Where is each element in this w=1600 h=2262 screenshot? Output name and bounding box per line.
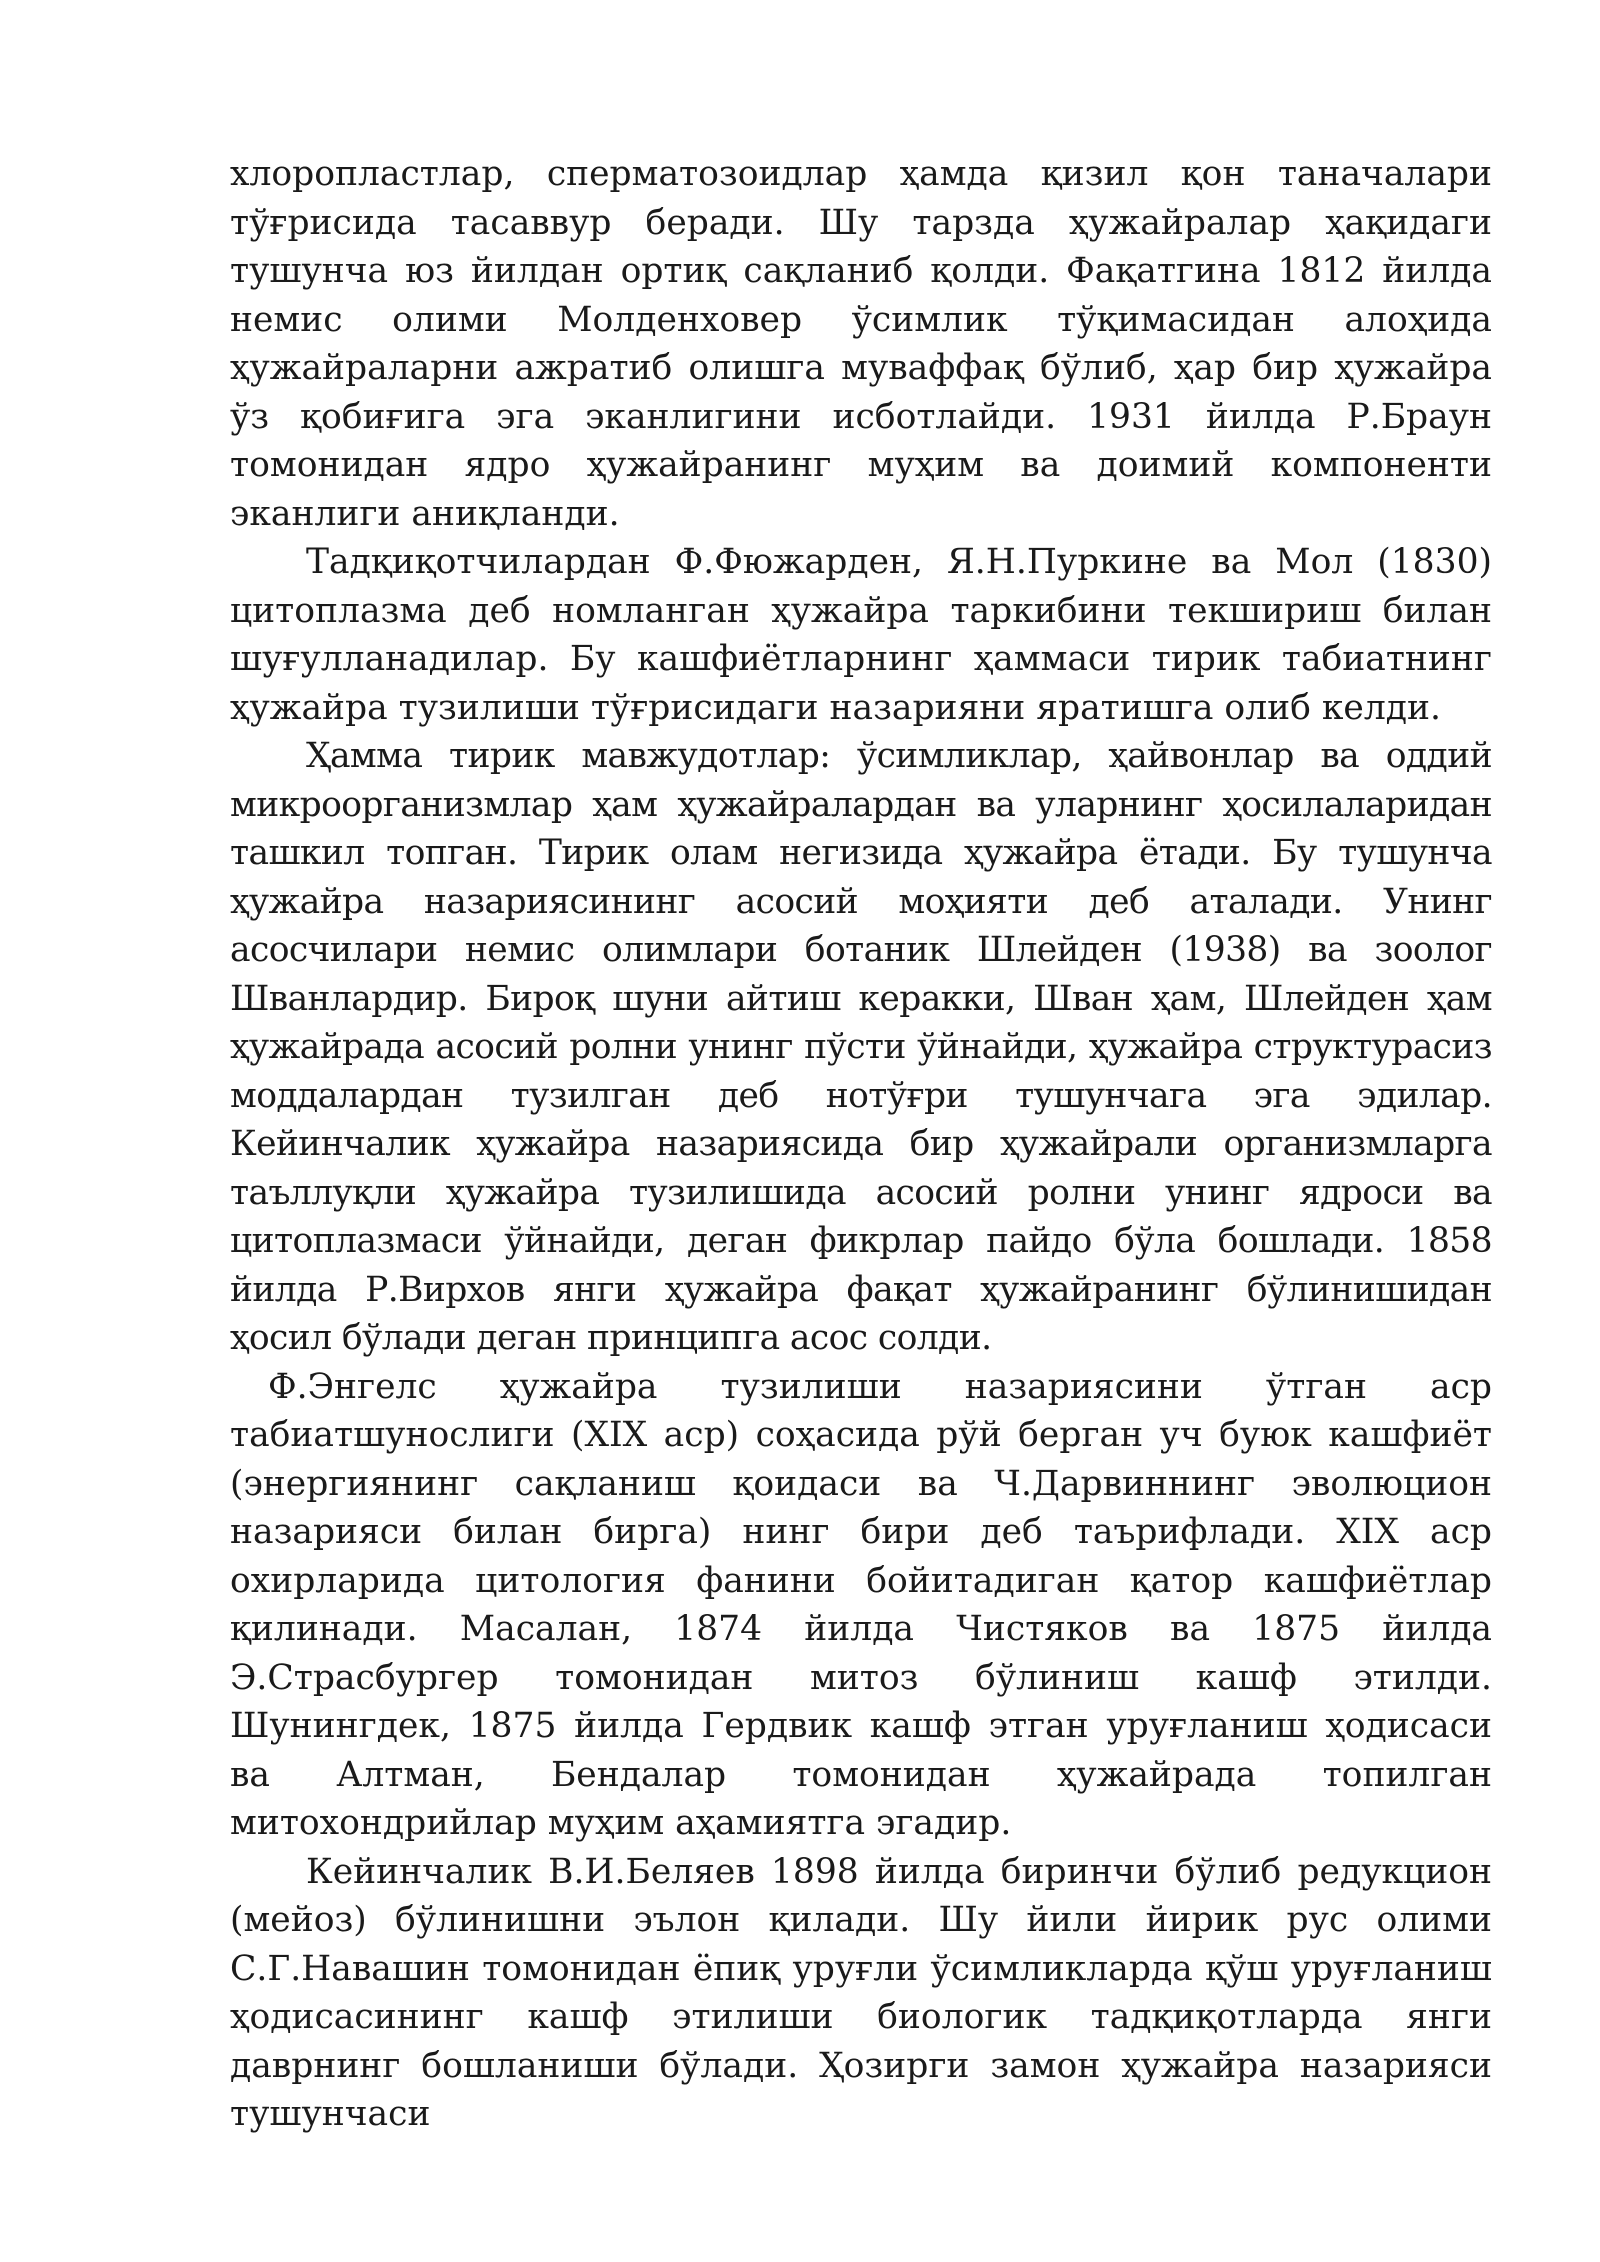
- paragraph-1: хлоропластлар, сперматозоидлар ҳамда қизил қон таначалари тўғрисида тасаввур беради. Шу тарзда ҳужайралар ҳақидаги тушунча юз йилдан ортиқ сақланиб қолди. Фақатгина 1812 йилда немис олими Молденховер ўсимлик тўқимасидан алоҳида ҳужайраларни ажратиб олишга муваффақ бўлиб, ҳар бир ҳужайра ўз қобиғига эга эканлигини исботлайди. 1931 йилда Р.Браун томонидан ядро ҳужайранинг муҳим ва доимий компоненти эканлиги аниқланди.: [230, 154, 1492, 534]
- paragraph-3: Ҳамма тирик мавжудотлар: ўсимликлар, ҳайвонлар ва оддий микроорганизмлар ҳам ҳужайралардан ва уларнинг ҳосилаларидан ташкил топган. Тирик олам негизида ҳужайра ётади. Бу тушунча ҳужайра назариясининг асосий моҳияти деб аталади. Унинг асосчилари немис олимлари ботаник Шлейден (1938) ва зоолог Шванлардир. Бироқ шуни айтиш керакки, Шван ҳам, Шлейден ҳам ҳужайрада асосий ролни унинг пўсти ўйнайди, ҳужайра структурасиз моддалардан тузилган деб нотўғри тушунчага эга эдилар. Кейинчалик ҳужайра назариясида бир ҳужайрали организмларга таъллуқли ҳужайра тузилишида асосий ролни унинг ядроси ва цитоплазмаси ўйнайди, деган фикрлар пайдо бўла бошлади. 1858 йилда Р.Вирхов янги ҳужайра фақат ҳужайранинг бўлинишидан ҳосил бўлади деган принципга асос солди.: [230, 736, 1492, 1358]
- paragraph-2: Тадқиқотчилардан Ф.Фюжарден, Я.Н.Пуркине ва Мол (1830) цитоплазма деб номланган ҳужайра таркибини текшириш билан шуғулланадилар. Бу кашфиётларнинг ҳаммаси тирик табиатнинг ҳужайра тузилиши тўғрисидаги назарияни яратишга олиб келди.: [230, 542, 1492, 728]
- document-body: [230, 150, 1492, 2139]
- paragraph-5: Кейинчалик В.И.Беляев 1898 йилда биринчи бўлиб редукцион (мейоз) бўлинишни эълон қилади. Шу йили йирик рус олими С.Г.Навашин томонидан ёпиқ уруғли ўсимликларда қўш уруғланиш ҳодисасининг кашф этилиши биологик тадқиқотларда янги даврнинг бошланиши бўлади. Ҳозирги замон ҳужайра назарияси тушунчаси: [230, 1851, 1492, 2134]
- paragraph-4: Ф.Энгелс ҳужайра тузилиши назариясини ўтган аср табиатшунослиги (XIX аср) соҳасида рўй берган уч буюк кашфиёт (энергиянинг сақланиш қоидаси ва Ч.Дарвиннинг эволюцион назарияси билан бирга) нинг бири деб таърифлади. XIX аср охирларида цитология фанини бойитадиган қатор кашфиётлар қилинади. Масалан, 1874 йилда Чистяков ва 1875 йилда Э.Страсбургер томонидан митоз бўлиниш кашф этилди. Шунингдек, 1875 йилда Гердвик кашф этган уруғланиш ҳодисаси ва Алтман, Бендалар томонидан ҳужайрада топилган митохондрийлар муҳим аҳамиятга эгадир.: [230, 1366, 1492, 1843]
